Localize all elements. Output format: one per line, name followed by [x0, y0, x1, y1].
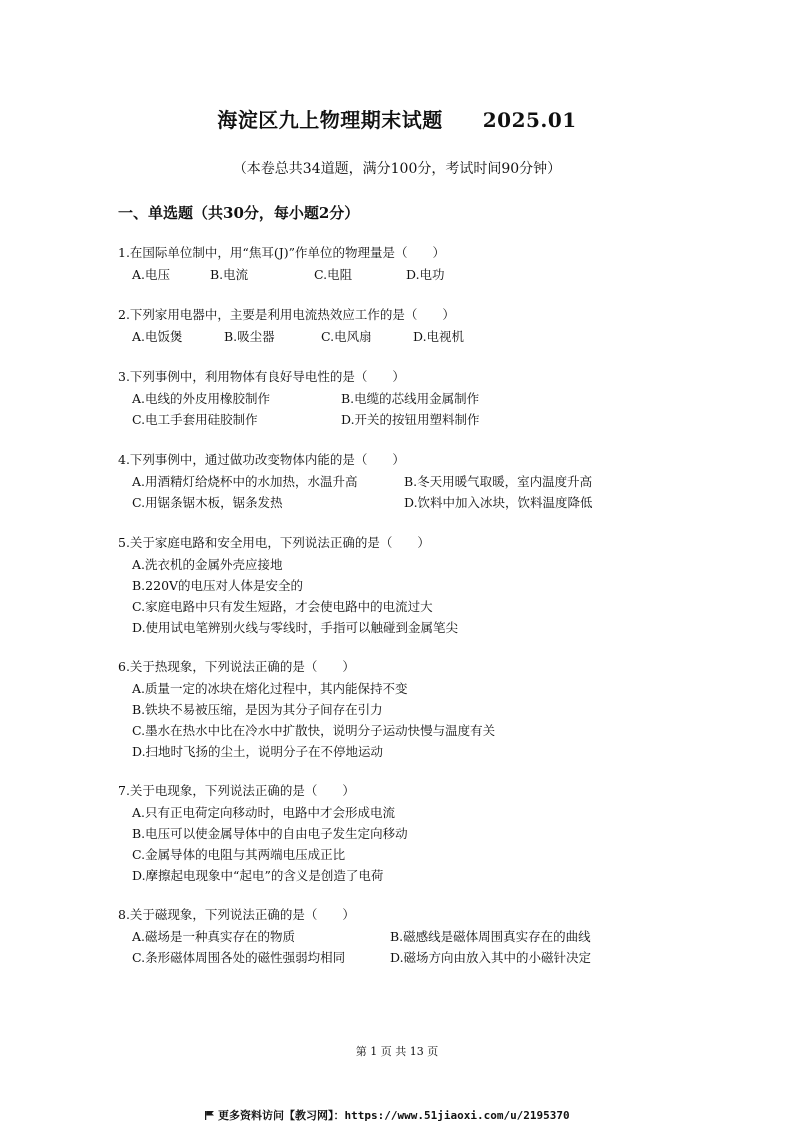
- option-d: D.电功: [406, 267, 445, 282]
- question-5: [118, 532, 458, 638]
- option-b: B.冬天用暖气取暖，室内温度升高: [404, 474, 593, 489]
- flag-icon: [205, 1111, 214, 1120]
- option-a: A.电线的外皮用橡胶制作: [132, 391, 271, 406]
- option-c: C.电风扇: [321, 329, 372, 344]
- option-d: D.扫地时飞扬的尘土，说明分子在不停地运动: [132, 744, 384, 759]
- question-4: [118, 449, 593, 513]
- option-a: A.电饭煲: [132, 329, 183, 344]
- option-b: B.220V的电压对人体是安全的: [132, 578, 304, 593]
- option-a: A.用酒精灯给烧杯中的水加热，水温升高: [132, 474, 358, 489]
- option-d: D.电视机: [413, 329, 465, 344]
- option-c: C.金属导体的电阻与其两端电压成正比: [132, 847, 346, 862]
- question-8: [118, 904, 592, 968]
- option-d: D.使用试电笔辨别火线与零线时，手指可以触碰到金属笔尖: [132, 620, 459, 635]
- question-stem: 6.关于热现象，下列说法正确的是（ ）: [118, 659, 355, 674]
- question-stem: 1.在国际单位制中，用“焦耳(J)”作单位的物理量是（ ）: [118, 245, 445, 260]
- exam-subtitle: （本卷总共34道题，满分100分，考试时间90分钟）: [232, 161, 562, 177]
- option-a: A.磁场是一种真实存在的物质: [132, 929, 296, 944]
- question-3: [118, 366, 480, 430]
- option-c: C.家庭电路中只有发生短路，才会使电路中的电流过大: [132, 599, 433, 614]
- option-a: A.电压: [132, 267, 171, 282]
- page-title: [0, 104, 794, 133]
- question-stem: 8.关于磁现象，下列说法正确的是（ ）: [118, 907, 355, 922]
- banner-text[interactable]: 更多资料访问【教习网】：https://www.51jiaoxi.com/u/2195370: [218, 1109, 570, 1122]
- question-2: [118, 304, 465, 347]
- option-d: D.摩擦起电现象中“起电”的含义是创造了电荷: [132, 868, 384, 883]
- option-b: B.铁块不易被压缩，是因为其分子间存在引力: [132, 702, 383, 717]
- question-6: [118, 656, 495, 762]
- section-heading: 一、单选题（共30分，每小题2分）: [118, 204, 360, 222]
- option-a: A.只有正电荷定向移动时，电路中才会形成电流: [132, 805, 396, 820]
- option-c: C.墨水在热水中比在冷水中扩散快，说明分子运动快慢与温度有关: [132, 723, 496, 738]
- exam-year: 2025.01: [482, 108, 577, 132]
- question-stem: 2.下列家用电器中，主要是利用电流热效应工作的是（ ）: [118, 307, 455, 322]
- option-a: A.质量一定的冰块在熔化过程中，其内能保持不变: [132, 681, 408, 696]
- option-d: D.饮料中加入冰块，饮料温度降低: [404, 495, 593, 510]
- option-b: B.吸尘器: [224, 329, 275, 344]
- option-a: A.洗衣机的金属外壳应接地: [132, 557, 283, 572]
- question-stem: 3.下列事例中，利用物体有良好导电性的是（ ）: [118, 369, 405, 384]
- option-b: B.电缆的芯线用金属制作: [341, 391, 480, 406]
- option-c: C.电工手套用硅胶制作: [132, 412, 258, 427]
- question-stem: 7.关于电现象，下列说法正确的是（ ）: [118, 783, 355, 798]
- option-c: C.用锯条锯木板，锯条发热: [132, 495, 283, 510]
- question-1: [118, 242, 445, 285]
- option-b: B.电流: [210, 267, 249, 282]
- option-c: C.电阻: [314, 267, 353, 282]
- option-d: D.开关的按钮用塑料制作: [341, 412, 480, 427]
- option-b: B.电压可以使金属导体中的自由电子发生定向移动: [132, 826, 408, 841]
- exam-title: 海淀区九上物理期末试题: [217, 108, 443, 132]
- question-stem: 4.下列事例中，通过做功改变物体内能的是（ ）: [118, 452, 405, 467]
- option-c: C.条形磁体周围各处的磁性强弱均相同: [132, 950, 346, 965]
- option-d: D.磁场方向由放入其中的小磁针决定: [390, 950, 592, 965]
- question-stem: 5.关于家庭电路和安全用电，下列说法正确的是（ ）: [118, 535, 430, 550]
- option-b: B.磁感线是磁体周围真实存在的曲线: [390, 929, 591, 944]
- question-7: [118, 780, 408, 886]
- page-number: 第 1 页 共 13 页: [355, 1045, 439, 1058]
- resource-banner[interactable]: [205, 1107, 570, 1123]
